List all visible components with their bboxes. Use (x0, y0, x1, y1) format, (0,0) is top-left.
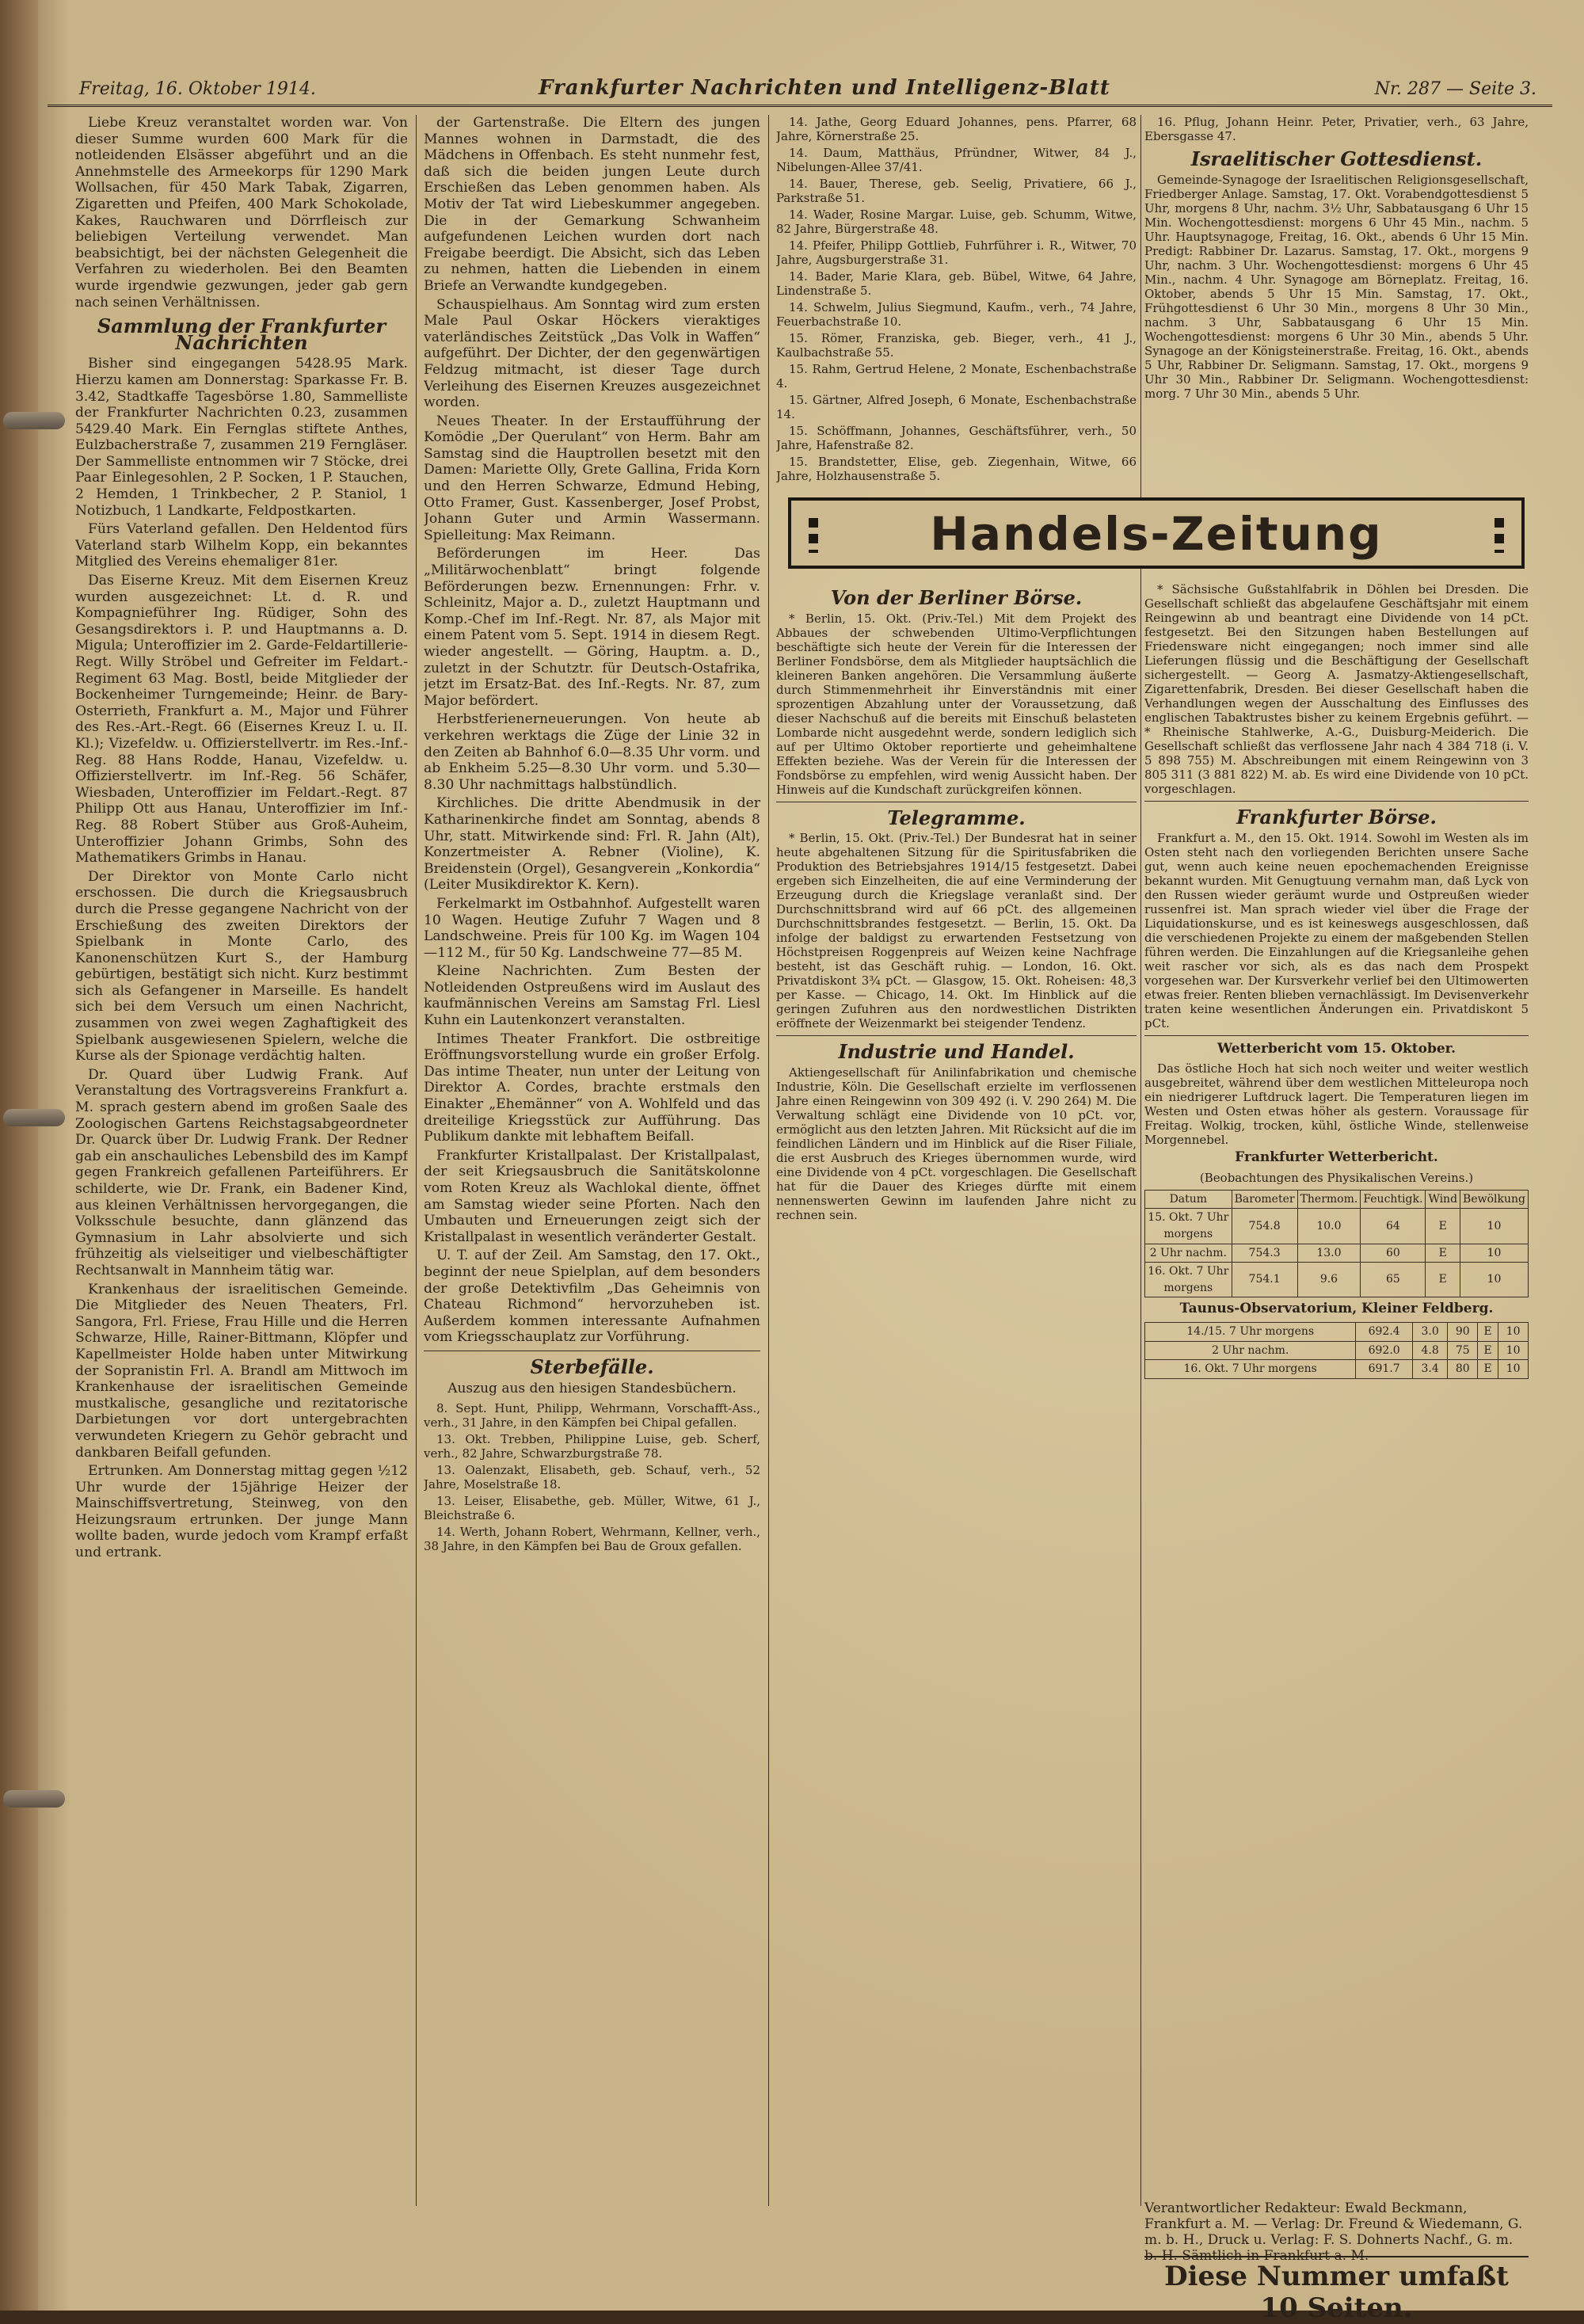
staple (3, 1790, 65, 1808)
article-text: Intimes Theater Frankfort. Die ostbreitige Eröffnungsvorstellung wurde ein großer Erfolg. Das intime Theater, nun unter der Leitung von Direktor A. Cordes, brachte erstmals den Einakter „Ehemänner“ von A. Wohlfeld und das dreiteilige Kriegsstück zur Aufführung. Das Publikum dankte mit lebhaftem Beifall. (424, 1031, 760, 1145)
death-entry: 15. Römer, Franziska, geb. Bieger, verh., 41 J., Kaulbachstraße 55. (776, 331, 1137, 360)
article-text: Beförderungen im Heer. Das „Militärwochenblatt“ bringt folgende Beförderungen bezw. Ernennungen: Frhr. v. Schleinitz, Major a. D., zuletzt Hauptmann und Komp.-Chef im Inf.-Regt. Nr. 87, als Major mit einem Patent vom 5. Sept. 1914 in diesem Regt. wieder angestellt. — Göring, Hauptm. a. D., zuletzt in der Schutztr. für Deutsch-Ostafrika, jetzt im Ersatz-Bat. des Inf.-Regts. Nr. 87, zum Major befördert. (424, 546, 760, 709)
table-cell: 754.1 (1232, 1263, 1297, 1297)
column-rule (1140, 115, 1141, 2206)
death-entry: 14. Werth, Johann Robert, Wehrmann, Kellner, verh., 38 Jahre, in den Kämpfen bei Bau de Groux gefallen. (424, 1525, 760, 1554)
death-entry: 14. Schwelm, Julius Siegmund, Kaufm., verh., 74 Jahre, Feuerbachstraße 10. (776, 300, 1137, 329)
table-cell: 754.8 (1232, 1209, 1297, 1244)
article-text: Herbstferienerneuerungen. Von heute ab verkehren werktags die Züge der Linie 32 in den Zeiten ab Bahnhof 6.0—8.35 Uhr vorm. und ab Enkheim 5.25—8.30 Uhr vorm. und 5.30—8.30 Uhr nachmittags halbstündlich. (424, 711, 760, 793)
table-cell: 692.4 (1356, 1322, 1413, 1341)
death-entry: 13. Oalenzakt, Elisabeth, geb. Schauf, verh., 52 Jahre, Moselstraße 18. (424, 1463, 760, 1492)
section-heading: Sterbefälle. (530, 1354, 654, 1378)
table-cell: 16. Okt. 7 Uhr morgens (1145, 1360, 1356, 1379)
column-1 (75, 115, 408, 2206)
death-entry: 14. Bauer, Therese, geb. Seelig, Privatiere, 66 J., Parkstraße 51. (776, 177, 1137, 205)
table-cell: 14./15. 7 Uhr morgens (1145, 1322, 1356, 1341)
death-entry: 14. Jathe, Georg Eduard Johannes, pens. Pfarrer, 68 Jahre, Körnerstraße 25. (776, 115, 1137, 143)
article-text: Das Eiserne Kreuz. Mit dem Eisernen Kreuz wurden ausgezeichnet: Lt. d. R. und Kompagnieführer Ing. Rüdiger, Sohn des Gesangsdirektors i. P. und Hauptmanns a. D. Migula; Unteroffizier im 2. Garde-Feldartillerie-Regt. Willy Ströbel und Gefreiter im Feldart.-Regiment 63 Mag. Bostl, beide Mitglieder der Bockenheimer Turngemeinde; Heinr. de Bary-Osterrieth, Frankfurt a. M., Major und Führer des Res.-Art.-Regt. 66 (Eisernes Kreuz I. u. II. Kl.); Vizefeldw. u. Offizierstellvertr. im Res.-Inf.-Reg. 88 Hans Rodde, Hanau, Vizefeldw. u. Offizierstellvertr. im Inf.-Reg. 56 Schäfer, Wiesbaden, Unteroffizier im Feldart.-Regt. 87 Philipp Ott aus Hanau, Unteroffizier im Inf.-Reg. 88 Robert Stüber aus Groß-Auheim, Unteroffizier Johann Grimbs, Sohn des Mathematikers Grimbs in Hanau. (75, 573, 408, 867)
table-cell: 64 (1361, 1209, 1426, 1244)
table-cell: 10 (1460, 1244, 1529, 1263)
article-text: Frankfurt a. M., den 15. Okt. 1914. Sowohl im Westen als im Osten steht nach den vorliegenden Berichten unsere Sache gut, wenn auch keine neuen epochemachenden Ereignisse bekannt wurden. Mit Genugtuung vernahm man, daß Lyck von den Russen wieder geräumt wurde und Ostpreußen wieder russenfrei ist. Man sprach wieder viel über die Frage der Liquidationskurse, und es ist keineswegs ausgeschlossen, daß die verschiedenen Projekte zu einem der maßgebenden Stellen führen werden. Die Einzahlungen auf die Kriegsanleihe gehen weit rascher vor sich, als es das nach dem Prospekt vorgesehen war. Der Kursverkehr verlief bei den Ultimowerten etwas freier. Renten blieben vernachlässigt. Im Devisenverkehr traten keine wesentlichen Änderungen ein. Privatdiskont 5 pCt. (1144, 830, 1529, 1031)
table-cell: 2 Uhr nachm. (1145, 1244, 1232, 1263)
table-cell: 65 (1361, 1263, 1426, 1297)
death-entry: 14. Pfeifer, Philipp Gottlieb, Fuhrführer i. R., Witwer, 70 Jahre, Augsburgerstraße 31. (776, 238, 1137, 267)
article-text: * Berlin, 15. Okt. (Priv.-Tel.) Mit dem Projekt des Abbaues der schwebenden Ultimo-Verpflichtungen beschäftigte sich heute der Verein für die Interessen der Berliner Fondsbörse, dem als Mitglieder hauptsächlich die kleineren Banken angehören. Die Versammlung äußerte durch Stimmenmehrheit ihr Einverständnis mit einer sprozentigen Abzahlung unter der Voraussetzung, daß dieser Nachschuß auf die bereits mit Einschuß belasteten Lombarde nicht ausgedehnt werde, sondern lediglich sich auf per Ultimo Oktober reportierte und geheimhaltene Effekten beziehe. Was der Verein für die Interessen der Fondsbörse zu empfehlen, wird wenig Aussicht haben. Der Hinweis auf die Kundschaft zurückgreifen können. (776, 611, 1137, 797)
table-cell: 691.7 (1356, 1360, 1413, 1379)
death-entry: 15. Rahm, Gertrud Helene, 2 Monate, Eschenbachstraße 4. (776, 362, 1137, 391)
table-cell: 80 (1448, 1360, 1478, 1379)
section-heading: Frankfurter Börse. (1236, 806, 1437, 829)
table-header: Wind (1426, 1190, 1460, 1209)
column-4-top (1144, 115, 1529, 487)
section-heading: Industrie und Handel. (838, 1040, 1075, 1064)
weather-table-frankfurt (1144, 1190, 1529, 1298)
table-cell: 10.0 (1297, 1209, 1361, 1244)
table-cell: E (1478, 1341, 1498, 1360)
table-cell: E (1478, 1322, 1498, 1341)
banner-title: Handels-Zeitung (930, 507, 1383, 561)
column-rule (416, 115, 417, 2206)
table-cell: 60 (1361, 1244, 1426, 1263)
article-text: Gemeinde-Synagoge der Israelitischen Religionsgesellschaft, Friedberger Anlage. Samstag, 17. Okt. Vorabendgottesdienst 5 Uhr, morgens 8 Uhr, nachm. 3½ Uhr, Sabbatausgang 6 Uhr 15 Min. Wochengottesdienst: morgens 6 Uhr 45 Min., nachm. 5 Uhr. Hauptsynagoge, Freitag, 16. Okt., abends 6 Uhr 15 Min. Predigt: Rabbiner Dr. Lazarus. Samstag, 17. Okt., morgens 9 Uhr, nachm. 3 Uhr. Wochengottesdienst: morgens 6 Uhr 45 Min., nachm. 4 Uhr. Synagoge am Börneplatz. Freitag, 16. Oktober, abends 5 Uhr 15 Min. Samstag, 17. Okt., Frühgottesdienst 6 Uhr 30 Min., morgens 8 Uhr 30 Min., nachm. 3 Uhr, Sabbatausgang 6 Uhr 15 Min. Wochengottesdienst: morgens 6 Uhr 30 Min., abends 5 Uhr. Synagoge an der Königsteinerstraße. Freitag, 16. Okt., abends 5 Uhr, Rabbiner Dr. Seligmann. Samstag, 17. Okt., morgens 9 Uhr 30 Min., Rabbiner Dr. Seligmann. Wochengottesdienst: morg. 7 Uhr 30 Min., abends 5 Uhr. (1144, 172, 1529, 401)
divider (1144, 801, 1529, 802)
table-cell: 10 (1498, 1360, 1529, 1379)
table-header: Datum (1145, 1190, 1232, 1209)
table-row (1145, 1244, 1529, 1263)
table-row (1145, 1322, 1529, 1341)
page-count-notice: Diese Nummer umfaßt 10 Seiten. (1144, 2256, 1529, 2324)
article-text: der Gartenstraße. Die Eltern des jungen Mannes wohnen in Darmstadt, die des Mädchens in Offenbach. Es steht nunmehr fest, daß sich die beiden jungen Leute durch Erschießen das Leben genommen haben. Als Motiv der Tat wird Liebeskummer angegeben. Die in der Gemarkung Schwanheim aufgefundenen Leichen wurden dort nach Freigabe beerdigt. Die Absicht, sich das Leben zu nehmen, hatten die Liebenden in einem Briefe an Verwandte kundgegeben. (424, 115, 760, 294)
article-text: Bisher sind eingegangen 5428.95 Mark. Hierzu kamen am Donnerstag: Sparkasse Fr. B. 3.42, Stadtkaffe Tagesbörse 1.80, Sammelliste der Frankfurter Nachrichten 0.23, zusammen 5429.40 Mark. Ein Fernglas stiftete Anthes, Eulzbacherstraße 7, zusammen 219 Ferngläser. Der Sammelliste entnommen wir 7 Stöcke, drei Paar Einlegesohlen, 2 P. Socken, 1 P. Stauchen, 2 Hemden, 1 Trinkbecher, 2 P. Staniol, 1 Notizbuch, 1 Landkarte, Feldpostkarten. (75, 356, 408, 519)
table-cell: 16. Okt. 7 Uhr morgens (1145, 1263, 1232, 1297)
table-cell: 15. Okt. 7 Uhr morgens (1145, 1209, 1232, 1244)
section-heading: Wetterbericht vom 15. Oktober. (1217, 1040, 1456, 1057)
section-heading: Von der Berliner Börse. (830, 586, 1083, 609)
section-subheading: Auszug aus den hiesigen Standesbüchern. (447, 1380, 737, 1396)
ornament (1495, 518, 1504, 553)
table-cell: 75 (1448, 1341, 1478, 1360)
table-cell: E (1478, 1360, 1498, 1379)
article-text: Kirchliches. Die dritte Abendmusik in der Katharinenkirche findet am Sonntag, abends 8 Uhr, statt. Mitwirkende sind: Frl. R. Jahn (Alt), Konzertmeister A. Rebner (Violine), K. Breidenstein (Orgel), Gesangverein „Konkordia“ (Leiter Musikdirektor K. Kern). (424, 795, 760, 893)
table-cell: 2 Uhr nachm. (1145, 1341, 1356, 1360)
article-text: Kleine Nachrichten. Zum Besten der Notleidenden Ostpreußens wird im Auslaut des kaufmännischen Vereins am Samstag Frl. Liesl Kuhn ein Lautenkonzert veranstalten. (424, 963, 760, 1029)
article-text: * Sächsische Gußstahlfabrik in Döhlen bei Dresden. Die Gesellschaft schließt das abgelaufene Geschäftsjahr mit einem Reingewinn ab und beantragt eine Dividende von 14 pCt. festgesetzt. Bei den Sitzungen haben Bestellungen auf Friedensware nicht eingegangen; noch immer sind alle Lieferungen flüssig und die Beschäftigung der Gesellschaft sichergestellt. — Georg A. Jasmatzy-Aktiengesellschaft, Zigarettenfabrik, Dresden. Bei dieser Gesellschaft haben die Verhandlungen wegen der Ausschaltung des Einflusses des englischen Tabaktrustes bisher zu keinem Ergebnis geführt. — * Rheinische Stahlwerke, A.-G., Duisburg-Meiderich. Die Gesellschaft schließt das verflossene Jahr nach 4 384 718 (i. V. 5 898 755) M. Abschreibungen mit einem Reingewinn von 3 805 311 (3 881 822) M. ab. Es wird eine Dividende von 10 pCt. vorgeschlagen. (1144, 582, 1529, 796)
table-cell: E (1426, 1209, 1460, 1244)
death-entry: 14. Wader, Rosine Margar. Luise, geb. Schumm, Witwe, 82 Jahre, Bürgerstraße 48. (776, 208, 1137, 236)
death-entry: 8. Sept. Hunt, Philipp, Wehrmann, Vorschafft-Ass., verh., 31 Jahre, in den Kämpfen bei Chipal gefallen. (424, 1401, 760, 1431)
article-text: Aktiengesellschaft für Anilinfabrikation und chemische Industrie, Köln. Die Gesellschaft erzielte im verflossenen Jahre einen Reingewinn von 309 492 (i. V. 290 264) M. Die Verwaltung schlägt eine Dividende von 10 pCt. vor, ermöglicht aus den letzten Jahren. Mit Rücksicht auf die im feindlichen Ländern und im Hinblick auf die Riser Filiale, die erst Ausbruch des Krieges übernommen wurde, wird eine Dividende von 4 pCt. vorgeschlagen. Die Gesellschaft hat für die Dauer des Krieges dürfte mit einem nennenswerten Gewinn im laufenden Jahre nicht zu rechnen sein. (776, 1065, 1137, 1222)
table-cell: E (1426, 1263, 1460, 1297)
table-cell: 9.6 (1297, 1263, 1361, 1297)
article-text: Neues Theater. In der Erstaufführung der Komödie „Der Querulant“ von Herm. Bahr am Samstag sind die Hauptrollen besetzt mit den Damen: Mariette Olly, Grete Gallina, Frida Korn und den Herren Schwarze, Edmund Hebing, Otto Framer, Gust. Kassenberger, Josef Probst, Johann Guter und Armin Wassermann. Spielleitung: Max Reimann. (424, 413, 760, 543)
table-cell: 10 (1460, 1263, 1529, 1297)
article-text: Frankfurter Kristallpalast. Der Kristallpalast, der seit Kriegsausbruch die Sanitätskolonne vom Roten Kreuz als Wachlokal diente, öffnet am Samstag wieder seine Pforten. Nach den Umbauten und Erneuerungen zeigt sich der Kristallpalast in wesentlich veränderter Gestalt. (424, 1147, 760, 1245)
table-cell: 10 (1498, 1322, 1529, 1341)
article-text: Der Direktor von Monte Carlo nicht erschossen. Die durch die Kriegsausbruch durch die Presse gegangene Nachricht von der Erschießung des zweiten Direktors der Spielbank in Monte Carlo, des Kanonenschützen Kurt S., der Hamburg gebürtigen, bestätigt sich nicht. Kurz bestimmt sich als Gefangener in Marseille. Es handelt sich bei dem Versuch um einen Nachricht, zusammen von zwei wegen Zaghaftigkeit des Spielbank ausgewiesenen Spielern, welche die Kurse als der Spionage verdächtig halten. (75, 868, 408, 1065)
table-cell: 3.0 (1412, 1322, 1447, 1341)
table-title: Taunus-Observatorium, Kleiner Feldberg. (1179, 1301, 1494, 1317)
death-entry: 13. Leiser, Elisabethe, geb. Müller, Witwe, 61 J., Bleichstraße 6. (424, 1494, 760, 1523)
death-entry: 14. Daum, Matthäus, Pfründner, Witwer, 84 J., Nibelungen-Allee 37/41. (776, 146, 1137, 174)
column-4-bottom (1144, 582, 1529, 2190)
table-subtitle: (Beobachtungen des Physikalischen Vereins.) (1199, 1170, 1474, 1185)
masthead-title: Frankfurter Nachrichten und Intelligenz-Blatt (539, 76, 1110, 100)
death-entry: 15. Schöffmann, Johannes, Geschäftsführer, verh., 50 Jahre, Hafenstraße 82. (776, 424, 1137, 452)
table-header: Feuchtigk. (1361, 1190, 1426, 1209)
article-text: Schauspielhaus. Am Sonntag wird zum ersten Male Paul Oskar Höckers vieraktiges vaterländisches Zeitstück „Das Volk in Waffen“ aufgeführt. Der Dichter, der den gegenwärtigen Feldzug mitmacht, ist dieser Tage durch Verleihung des Eisernen Kreuzes ausgezeichnet worden. (424, 296, 760, 411)
table-cell: 13.0 (1297, 1244, 1361, 1263)
column-2 (424, 115, 760, 2206)
article-text: Das östliche Hoch hat sich noch weiter und weiter westlich ausgebreitet, während über dem westlichen Mitteleuropa noch ein niedrigerer Luftdruck lagert. Die Temperaturen liegen im Westen und Osten etwas höher als gestern. Voraussage für Freitag. Wolkig, trocken, kühl, östliche Winde, stellenweise Morgennebel. (1144, 1061, 1529, 1148)
section-heading: Sammlung der Frankfurter Nachrichten (97, 314, 386, 354)
table-header: Bewölkung (1460, 1190, 1529, 1209)
article-text: Ertrunken. Am Donnerstag mittag gegen ½12 Uhr wurde der 15jährige Heizer der Mainschiffsvertretung, Steinweg, von den Heizungsraum ertrunken. Der junge Mann wollte baden, wurde jedoch vom Krampf erfaßt und ertrank. (75, 1463, 408, 1561)
article-text: Krankenhaus der israelitischen Gemeinde. Die Mitglieder des Neuen Theaters, Frl. Sangora, Frl. Friese, Frau Hille und die Herren Schwarze, Hille, Rainer-Bittmann, Klöpfer und Kapellmeister Holde haben unter Mitwirkung der Sopranistin Frl. A. Brandl am Mittwoch im Krankenhause der israelitischen Gemeinde mustkalische, gesangliche und rezitatorische Darbietungen vor dort untergebrachten verwundeten Kriegern zu Gehör gebracht und dankbaren Beifall gefunden. (75, 1281, 408, 1461)
death-entry: 15. Gärtner, Alfred Joseph, 6 Monate, Eschenbachstraße 14. (776, 393, 1137, 421)
staple (3, 412, 65, 429)
article-text: Ferkelmarkt im Ostbahnhof. Aufgestellt waren 10 Wagen. Heutige Zufuhr 7 Wagen und 8 Landschweine. Preis für 100 Kg. im Wagen 104—112 M., für 50 Kg. Landschweine 77—85 M. (424, 895, 760, 961)
article-text: Dr. Quard über Ludwig Frank. Auf Veranstaltung des Vortragsvereins Frankfurt a. M. sprach gestern abend im großen Saale des Zoologischen Gartens Reichstagsabgeordneter Dr. Quarck über Dr. Ludwig Frank. Der Redner gab ein anschauliches Lebensbild des im Kampf gegen Frankreich gefallenen Parteiführers. Er schilderte, wie Dr. Frank, ein Badener Kind, aus kleinen Verhältnissen hervorgegangen, die Volksschule besuchte, dann glänzend das Gymnasium in Lahr absolvierte und sich frühzeitig als vielseitiger und vielbeschäftigter Rechtsanwalt in Mannheim tätig war. (75, 1066, 408, 1278)
article-text: Fürs Vaterland gefallen. Den Heldentod fürs Vaterland starb Wilhelm Kopp, ein bekanntes Mitglied des Vereins ehemaliger 81er. (75, 521, 408, 570)
table-row (1145, 1209, 1529, 1244)
table-cell: 10 (1498, 1341, 1529, 1360)
table-cell: 3.4 (1412, 1360, 1447, 1379)
divider (776, 1035, 1137, 1036)
handels-zeitung-banner (788, 497, 1525, 569)
book-binding (0, 0, 38, 2311)
table-header: Barometer (1232, 1190, 1297, 1209)
column-rule (768, 115, 769, 2206)
column-3-bottom (776, 582, 1137, 2206)
divider (1144, 1035, 1529, 1036)
death-entry: 14. Bader, Marie Klara, geb. Bübel, Witwe, 64 Jahre, Lindenstraße 5. (776, 269, 1137, 298)
table-cell: 4.8 (1412, 1341, 1447, 1360)
table-row (1145, 1263, 1529, 1297)
table-cell: 692.0 (1356, 1341, 1413, 1360)
table-cell: 90 (1448, 1322, 1478, 1341)
section-heading: Telegramme. (887, 806, 1026, 829)
article-text: U. T. auf der Zeil. Am Samstag, den 17. Okt., beginnt der neue Spielplan, auf dem besonders der große Detektivfilm „Das Geheimnis von Chateau Richmond“ hervorzuheben ist. Außerdem kommen interessante Aufnahmen vom Kriegsschauplatz zur Vorführung. (424, 1248, 760, 1346)
imprint: Verantwortlicher Redakteur: Ewald Beckmann, Frankfurt a. M. — Verlag: Dr. Freund & Wiedemann, G. m. b. H., Druck u. Verlag: F. S. Dohnerts Nachf., G. m. b. H. Sämtlich in Frankfurt a. M. (1144, 2200, 1523, 2264)
page-number: Nr. 287 — Seite 3. (1374, 79, 1536, 99)
death-entry: 15. Brandstetter, Elise, geb. Ziegenhain, Witwe, 66 Jahre, Holzhausenstraße 5. (776, 455, 1137, 483)
masthead-bar (48, 73, 1552, 107)
table-header: Thermom. (1297, 1190, 1361, 1209)
death-entry: 16. Pflug, Johann Heinr. Peter, Privatier, verh., 63 Jahre, Ebersgasse 47. (1144, 115, 1529, 143)
article-text: * Berlin, 15. Okt. (Priv.-Tel.) Der Bundesrat hat in seiner heute abgehaltenen Sitzung für die Spiritusfabriken die Produktion des Betriebsjahres 1914/15 festgesetzt. Dabei ergeben sich Einzelheiten, die auf eine Verminderung der Erzeugung durch die Kriegslage veranlaßt sind. Der Durchschnittsbrand wird auf 66 pCt. des allgemeinen Durchschnittsbrandes festgesetzt. — Berlin, 15. Okt. Da infolge der baldigst zu erwartenden Festsetzung von Höchstpreisen Roggenpreis auf Weizen keine Nachfrage besteht, ist das Geschäft ruhig. — London, 16. Okt. Privatdiskont 3¾ pCt. — Glasgow, 15. Okt. Roheisen: 48,3 per Kasse. — Chicago, 14. Okt. Im Hinblick auf die geringen Zufuhren aus den nordwestlichen Distrikten eröffnete der Weizenmarkt bei steigender Tendenz. (776, 831, 1137, 1031)
section-heading: Israelitischer Gottesdienst. (1190, 147, 1483, 170)
article-text: Liebe Kreuz veranstaltet worden war. Von dieser Summe wurden 600 Mark für die notleidenden Elsässer abgeführt und an die Annehmstelle des Armeekorps für 1290 Mark Wollsachen, für 450 Mark Tabak, Zigarren, Zigaretten und Pfeifen, 400 Mark Schokolade, Kakes, Rauchwaren und Dörrfleisch zur beliebigen Verteilung verwendet. Man beabsichtigt, bei der nächsten Gelegenheit die Verfahren zu wiederholen. Bei den Beamten wurde irgendwie gezwungen, jeder gab gern nach seinen Verhältnissen. (75, 115, 408, 311)
table-row (1145, 1360, 1529, 1379)
weather-table-feldberg (1144, 1322, 1529, 1379)
table-cell: 754.3 (1232, 1244, 1297, 1263)
table-row (1145, 1341, 1529, 1360)
table-cell: 10 (1460, 1209, 1529, 1244)
table-cell: E (1426, 1244, 1460, 1263)
table-title: Frankfurter Wetterbericht. (1235, 1149, 1438, 1166)
column-3-top (776, 115, 1137, 487)
death-entry: 13. Okt. Trebben, Philippine Luise, geb. Scherf, verh., 82 Jahre, Schwarzburgstraße 78. (424, 1432, 760, 1461)
staple (3, 1109, 65, 1126)
issue-date: Freitag, 16. Oktober 1914. (79, 79, 316, 99)
